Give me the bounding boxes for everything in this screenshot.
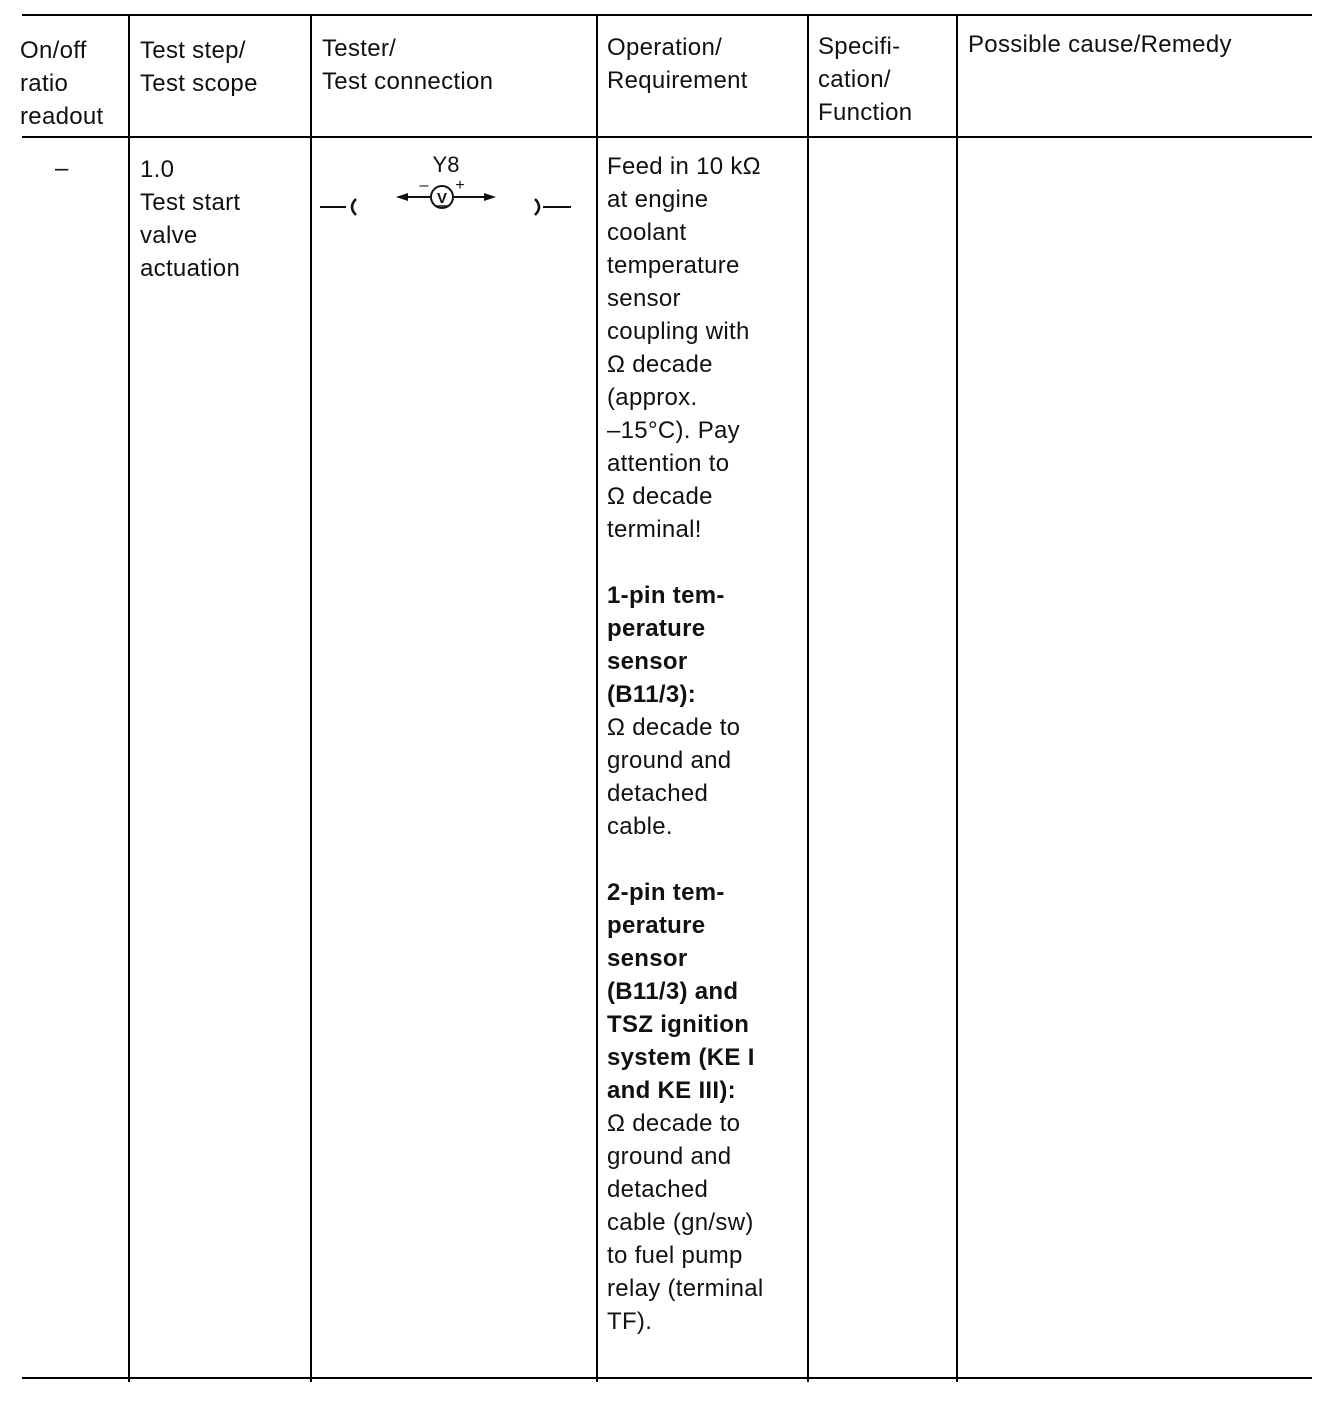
header-test-step-scope: Test step/ Test scope <box>140 37 258 97</box>
header-tester-connection: Tester/ Test connection <box>322 35 494 95</box>
column-divider-1 <box>128 16 130 1382</box>
one-pin-sensor-heading: 1-pin tem- <box>607 582 725 609</box>
svg-text:V: V <box>436 190 448 207</box>
test-step-cell: 1.0 Test start valve actuation <box>140 153 240 285</box>
readout-value: – <box>55 155 69 182</box>
header-bottom-border <box>22 136 1312 138</box>
column-divider-3 <box>596 16 598 1382</box>
header-specification-function: Specifi- cation/ Function <box>818 33 913 126</box>
component-label: Y8 <box>432 152 460 177</box>
left-plug-icon <box>320 199 356 215</box>
column-divider-4 <box>807 16 809 1382</box>
header-possible-cause-remedy: Possible cause/Remedy <box>968 31 1232 58</box>
plus-sign: + <box>455 177 465 194</box>
voltmeter-connection-diagram <box>318 150 583 220</box>
table-bottom-border <box>22 1377 1312 1379</box>
column-divider-5 <box>956 16 958 1382</box>
operation-requirement-cell: Feed in 10 kΩ at engine coolant temperature sensor coupling with Ω decade (approx. –15°C). Pay attention to Ω decade terminal! 1-pin tem- perature sensor (B11/3): Ω decade to ground and detached cable. 2-pin tem- perature sensor (B11/3) and TSZ ignition system (KE I and KE III): Ω decade to ground and detached cable (gn/sw) to fuel pump relay (terminal TF). <box>607 153 764 1335</box>
column-divider-2 <box>310 16 312 1382</box>
header-on-off-ratio-readout: On/off ratio readout <box>20 37 104 130</box>
two-pin-sensor-heading: 2-pin tem- <box>607 879 725 906</box>
step-number: 1.0 <box>140 156 175 183</box>
header-operation-requirement: Operation/ Requirement <box>607 34 748 94</box>
right-plug-icon <box>535 199 571 215</box>
minus-sign: – <box>419 177 429 194</box>
table-top-border <box>22 14 1312 16</box>
voltmeter-icon <box>396 177 496 208</box>
